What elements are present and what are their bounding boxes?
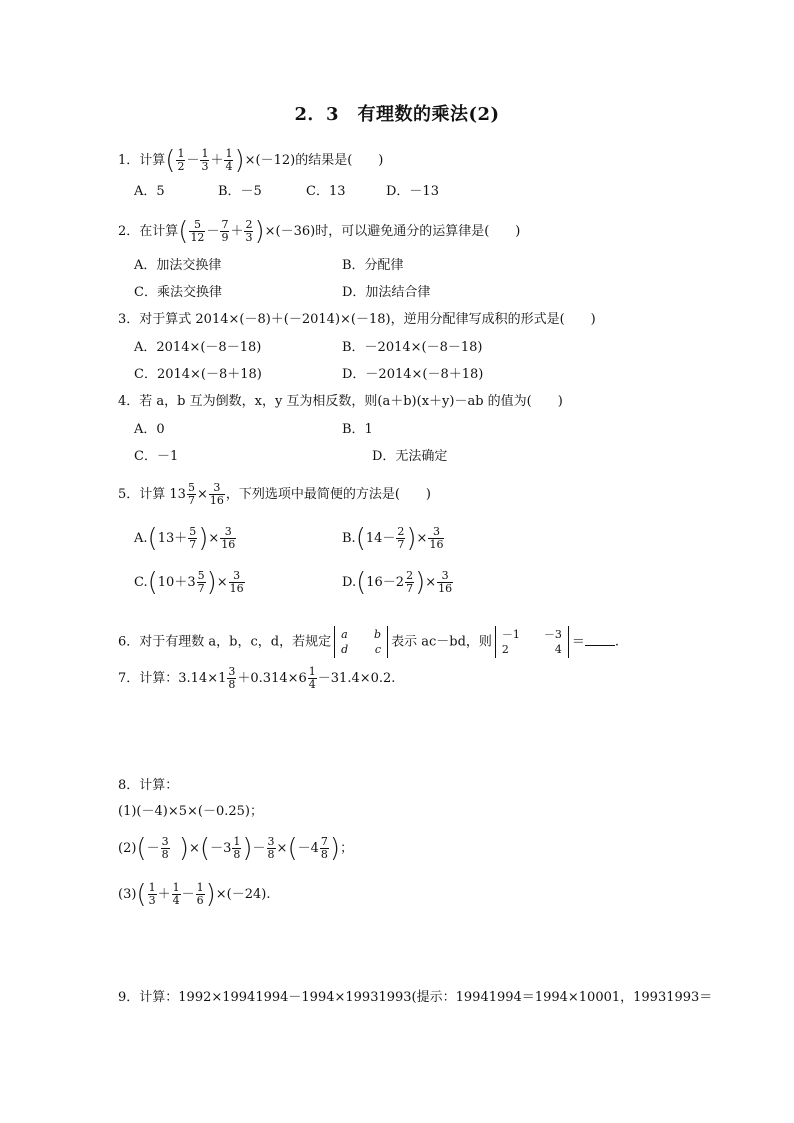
q2-suffix: ×(－36)时，可以避免通分的运算律是( ): [264, 224, 521, 239]
q1-suffix: ×(－12)的结果是( ): [244, 153, 384, 168]
q5-fraction: $\frac{3}{16}$: [209, 481, 224, 507]
q6-prefix: 6．对于有理数 a，b，c，d，若规定: [118, 634, 332, 650]
q3-option-a: A．2014×(－8－18): [134, 340, 262, 355]
question-3: 3．对于算式 2014×(－8)＋(－2014)×(－18)，逆用分配律写成积的形式是( ): [118, 312, 596, 327]
question-4: 4．若 a，b 互为倒数，x，y 互为相反数，则(a＋b)(x＋y)－ab 的值为( ): [118, 394, 563, 409]
q2-option-c: C．乘法交换律: [134, 285, 222, 300]
page-title: 2．3 有理数的乘法(2): [294, 104, 500, 125]
question-8-part-1: (1)(－4)×5×(－0.25)；: [118, 804, 263, 819]
q5-suffix: ，下列选项中最简便的方法是( ): [225, 487, 432, 502]
q5-option-a: A.(13＋ $\frac{5}{7}$ )× $\frac{3}{16}$: [134, 523, 236, 554]
q3-option-c: C．2014×(－8＋18): [134, 367, 262, 382]
q5-option-b: B.(14－ $\frac{2}{7}$ )× $\frac{3}{16}$: [342, 523, 444, 554]
q4-option-c: C．－1: [134, 449, 179, 464]
q1-option-a: A．5: [134, 184, 165, 199]
q4-option-b: B．1: [342, 422, 373, 437]
q6-determinant-definition: a b d c: [334, 626, 388, 658]
q5-mixed-fraction: $\frac{5}{7}$: [187, 481, 195, 507]
question-1: 1．计算( $\frac{1}{2}$ － $\frac{1}{3}$ ＋ $\frac{1}{4}$ )×(－12)的结果是( ): [118, 145, 384, 176]
q2-fraction-1: $\frac{5}{12}$: [190, 218, 205, 244]
question-8-part-3: (3)( $\frac{1}{3}$ ＋ $\frac{1}{4}$ － $\frac{1}{6}$ )×(－24).: [118, 879, 271, 910]
q2-option-a: A．加法交换律: [134, 258, 222, 273]
q4-option-a: A．0: [134, 422, 165, 437]
q5-prefix: 5．计算 13: [118, 487, 186, 502]
q2-fraction-2: $\frac{7}{9}$: [221, 218, 229, 244]
q6-determinant-values: －1 －3 2 4: [495, 626, 569, 658]
q1-option-c: C．13: [306, 184, 346, 199]
question-2: 2．在计算( $\frac{5}{12}$ － $\frac{7}{9}$ ＋ $\frac{2}{3}$ )×(－36)时，可以避免通分的运算律是( ): [118, 216, 521, 247]
question-7: 7．计算：3.14×1 $\frac{3}{8}$ ＋0.314×6 $\frac{1}{4}$ －31.4×0.2.: [118, 665, 396, 691]
q6-middle: 表示 ac－bd，则: [391, 634, 492, 650]
q1-prefix: 1．计算: [118, 153, 166, 168]
q1-option-d: D．－13: [386, 184, 439, 199]
q3-option-b: B．－2014×(－8－18): [342, 340, 483, 355]
q1-option-b: B．－5: [218, 184, 262, 199]
q6-answer-blank[interactable]: [585, 631, 615, 646]
q5-option-c: C.(10＋3 $\frac{5}{7}$ )× $\frac{3}{16}$: [134, 567, 244, 598]
q7-fraction-2: $\frac{1}{4}$: [308, 665, 316, 691]
question-5: 5．计算 13 $\frac{5}{7}$ × $\frac{3}{16}$ ，下列选项中最简便的方法是( ): [118, 481, 432, 507]
question-8-title: 8．计算：: [118, 778, 179, 793]
q1-fraction-1: $\frac{1}{2}$: [177, 147, 185, 173]
question-8-part-2: (2)(－ $\frac{3}{8}$ )×(－3 $\frac{1}{8}$ )－ $\frac{3}{8}$ ×(－4 $\frac{7}{8}$ )；: [118, 833, 354, 864]
q1-fraction-3: $\frac{1}{4}$: [225, 147, 233, 173]
q5-option-d: D.(16－2 $\frac{2}{7}$ )× $\frac{3}{16}$: [342, 567, 453, 598]
q1-fraction-2: $\frac{1}{3}$: [201, 147, 209, 173]
q2-prefix: 2．在计算: [118, 224, 179, 239]
q2-fraction-3: $\frac{2}{3}$: [245, 218, 253, 244]
question-6: 6．对于有理数 a，b，c，d，若规定 a b d c 表示 ac－bd，则 －1 －3 2 4 ＝ .: [118, 628, 620, 656]
q2-option-d: D．加法结合律: [342, 285, 431, 300]
q7-fraction-1: $\frac{3}{8}$: [228, 665, 236, 691]
q2-option-b: B．分配律: [342, 258, 404, 273]
q3-option-d: D．－2014×(－8＋18): [342, 367, 484, 382]
q4-option-d: D．无法确定: [372, 449, 448, 464]
question-9: 9．计算：1992×19941994－1994×19931993(提示：19941994＝1994×10001，19931993＝: [118, 990, 713, 1005]
